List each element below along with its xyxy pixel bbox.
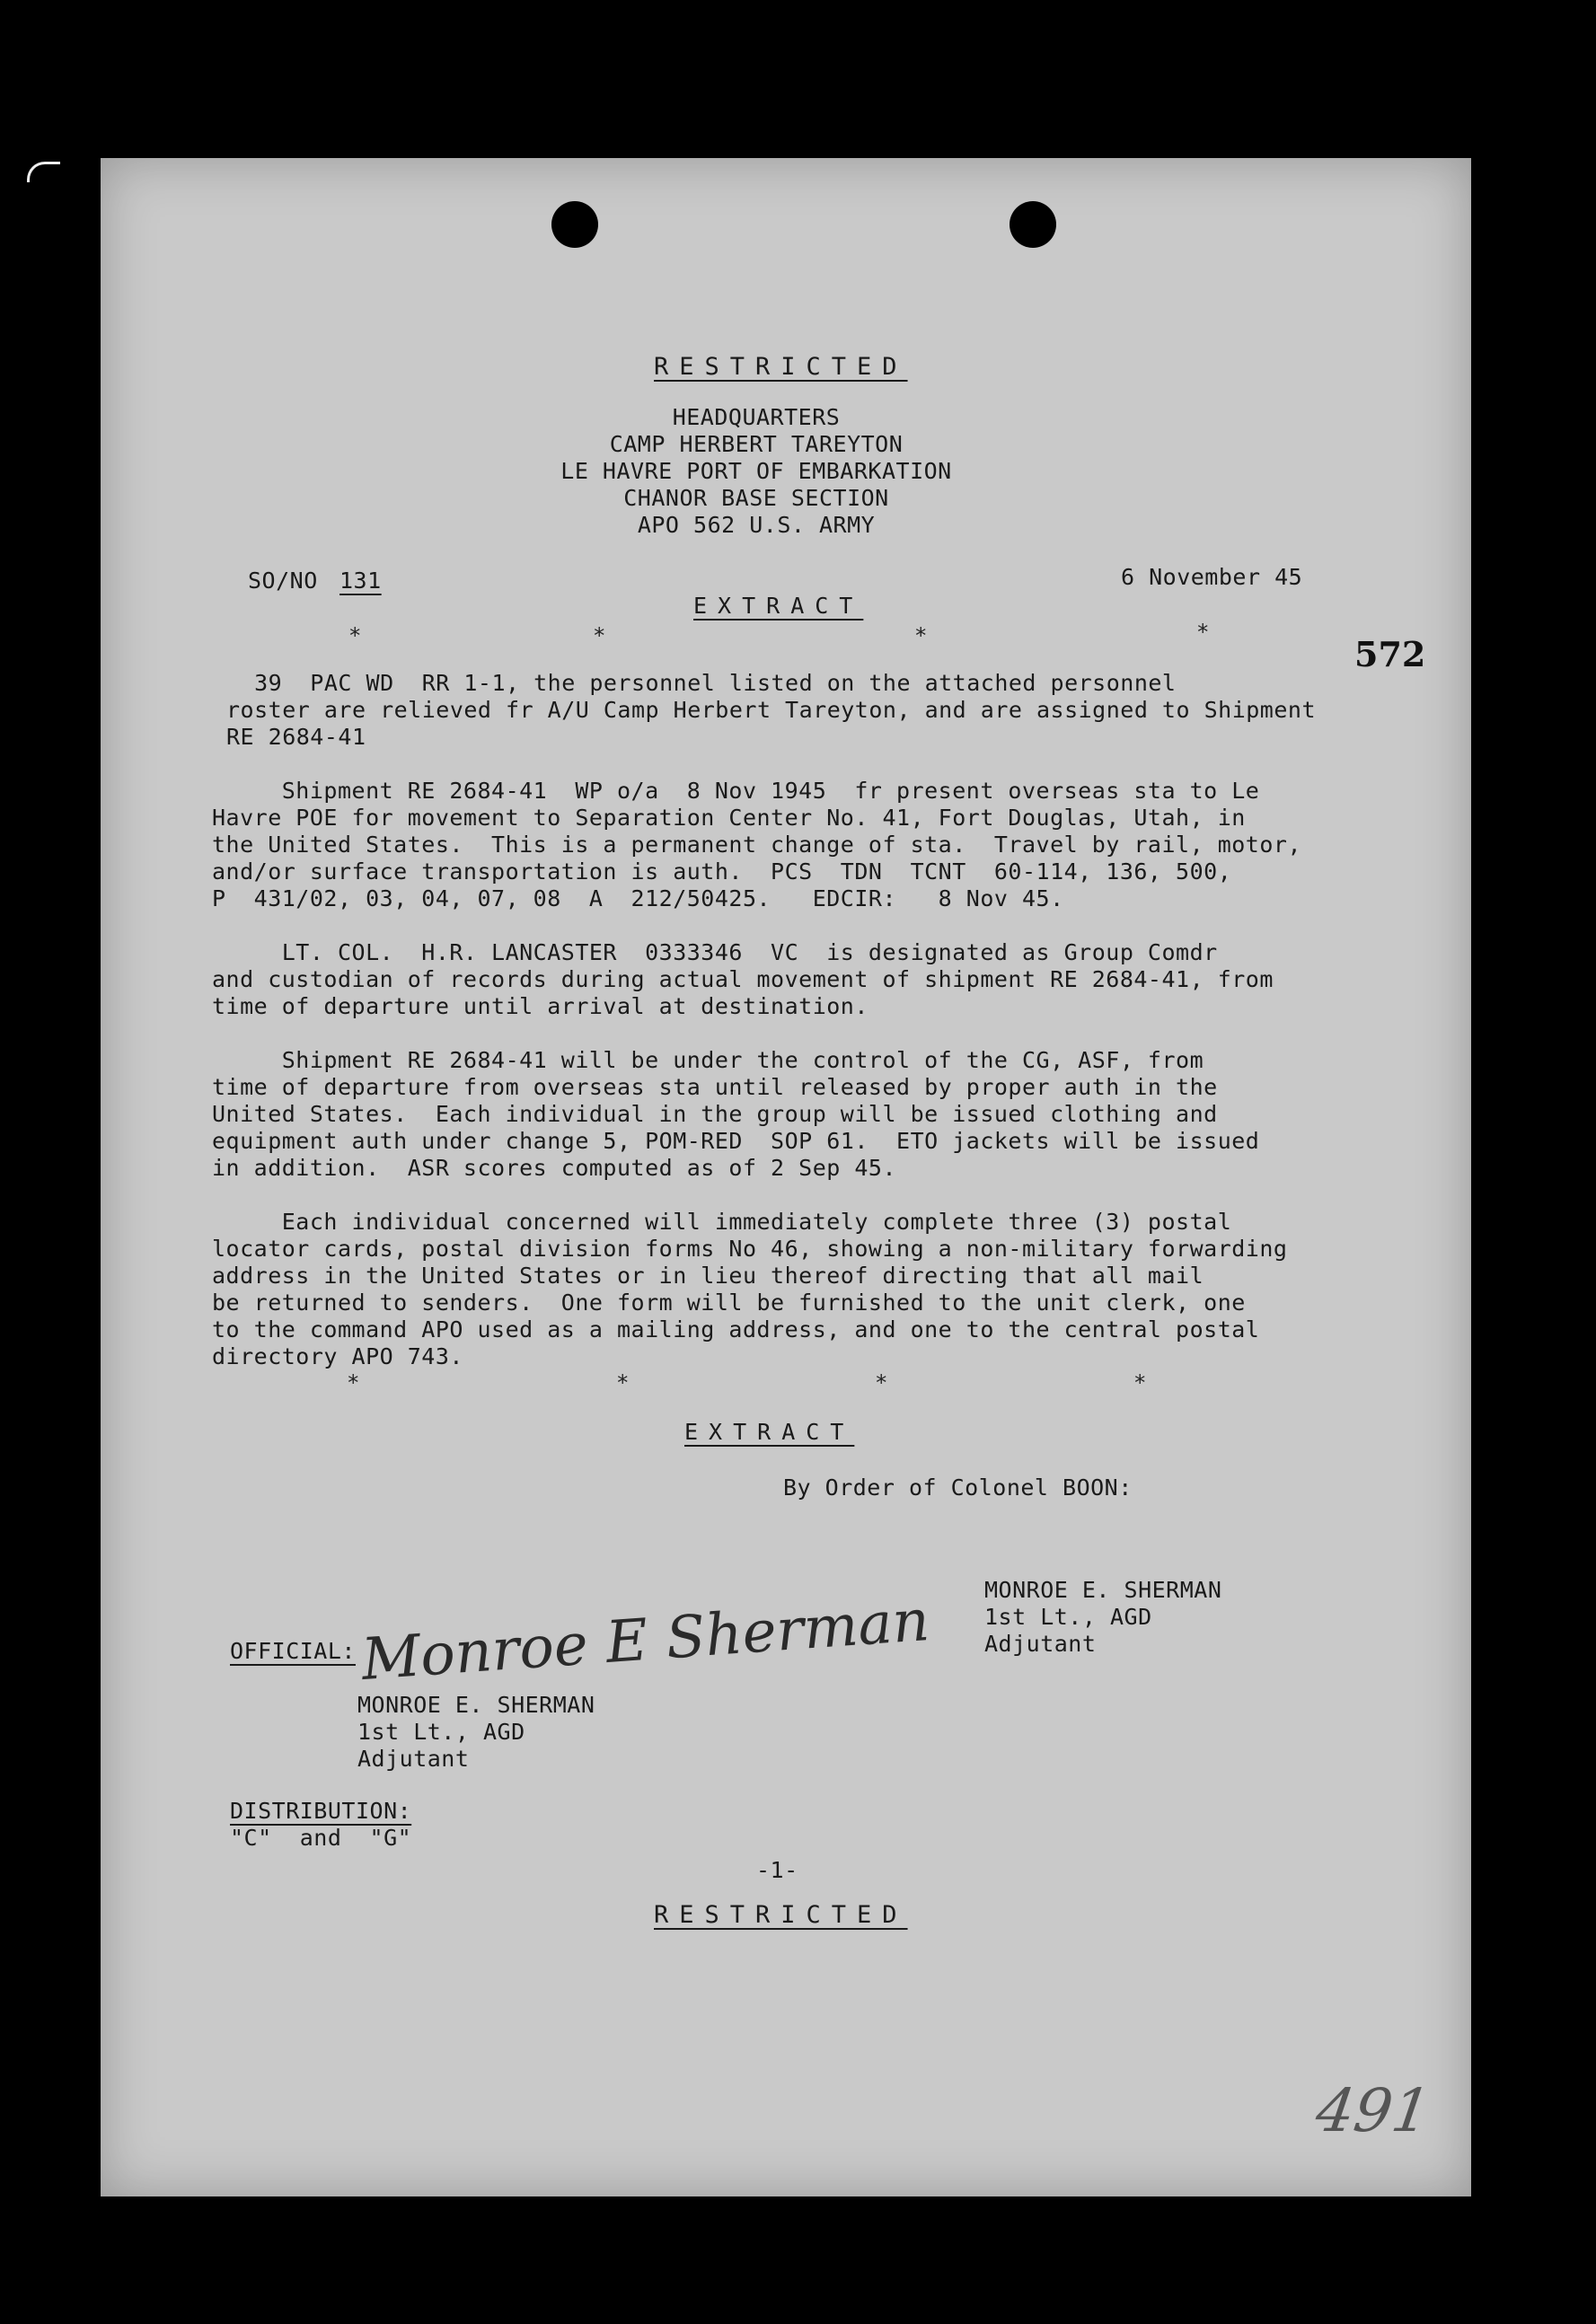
official-rank: 1st Lt., AGD — [357, 1719, 525, 1745]
para1-line1: 39 PAC WD RR 1-1, the personnel listed on the attached personnel — [226, 670, 1177, 696]
para2-line1: Shipment RE 2684-41 WP o/a 8 Nov 1945 fr present overseas sta to Le — [212, 778, 1260, 804]
punch-hole-right — [1010, 201, 1056, 248]
para3-line2: and custodian of records during actual movement of shipment RE 2684-41, from — [212, 966, 1274, 992]
by-order-line: By Order of Colonel BOON: — [783, 1475, 1133, 1501]
page-stamp-number: 572 — [1354, 634, 1426, 674]
handwritten-archive-number: 491 — [1311, 2076, 1435, 2145]
para2-line2: Havre POE for movement to Separation Center No. 41, Fort Douglas, Utah, in — [212, 805, 1246, 831]
so-label: SO/NO — [248, 568, 318, 594]
official-label: OFFICIAL: — [230, 1638, 356, 1664]
asterisk: * — [875, 1370, 888, 1395]
asterisk: * — [593, 623, 606, 648]
signer-rank: 1st Lt., AGD — [984, 1604, 1152, 1630]
para3-line3: time of departure until arrival at destination. — [212, 993, 869, 1019]
para2-line4: and/or surface transportation is auth. PCS TDN TCNT 60-114, 136, 500, — [212, 858, 1232, 885]
order-date: 6 November 45 — [1121, 564, 1303, 590]
para5-line5: to the command APO used as a mailing address, and one to the central postal — [212, 1316, 1260, 1342]
asterisk: * — [347, 1370, 360, 1395]
org-line-1: HEADQUARTERS — [672, 404, 841, 430]
para5-line1: Each individual concerned will immediately complete three (3) postal — [212, 1209, 1232, 1235]
asterisk: * — [348, 623, 362, 648]
para1-line2: roster are relieved fr A/U Camp Herbert Tareyton, and are assigned to Shipment — [226, 697, 1316, 723]
para2-line3: the United States. This is a permanent change of sta. Travel by rail, motor, — [212, 832, 1301, 858]
para5-line2: locator cards, postal division forms No 46, showing a non-military forwarding — [212, 1236, 1288, 1262]
para5-line3: address in the United States or in lieu thereof directing that all mail — [212, 1263, 1204, 1289]
para4-line4: equipment auth under change 5, POM-RED SOP 61. ETO jackets will be issued — [212, 1128, 1260, 1154]
corner-mark — [27, 162, 60, 182]
asterisk: * — [914, 623, 928, 648]
page-number: -1- — [756, 1857, 798, 1883]
org-line-3: LE HAVRE PORT OF EMBARKATION — [560, 458, 952, 484]
org-line-2: CAMP HERBERT TAREYTON — [609, 431, 904, 457]
so-number: 131 — [339, 568, 382, 594]
official-name: MONROE E. SHERMAN — [357, 1692, 595, 1718]
org-line-5: APO 562 U.S. ARMY — [637, 512, 876, 538]
para4-line1: Shipment RE 2684-41 will be under the control of the CG, ASF, from — [212, 1047, 1204, 1073]
para5-line6: directory APO 743. — [212, 1343, 463, 1369]
handwritten-signature: Monroe E Sherman — [359, 1588, 932, 1694]
asterisk: * — [1196, 620, 1210, 645]
extract-title-top: EXTRACT — [693, 593, 864, 619]
para4-line3: United States. Each individual in the group will be issued clothing and — [212, 1101, 1218, 1127]
para3-line1: LT. COL. H.R. LANCASTER 0333346 VC is designated as Group Comdr — [212, 939, 1218, 965]
para5-line4: be returned to senders. One form will be furnished to the unit clerk, one — [212, 1290, 1246, 1316]
para4-line2: time of departure from overseas sta until released by proper auth in the — [212, 1074, 1218, 1100]
asterisk: * — [1133, 1370, 1147, 1395]
para2-line5: P 431/02, 03, 04, 07, 08 A 212/50425. EDCIR: 8 Nov 45. — [212, 885, 1064, 911]
distribution-value: "C" and "G" — [230, 1825, 412, 1851]
extract-title-bottom: EXTRACT — [684, 1419, 855, 1445]
para1-line3: RE 2684-41 — [226, 724, 366, 750]
distribution-label: DISTRIBUTION: — [230, 1798, 412, 1824]
signer-name: MONROE E. SHERMAN — [984, 1577, 1222, 1603]
asterisk: * — [616, 1370, 630, 1395]
para4-line5: in addition. ASR scores computed as of 2 Sep 45. — [212, 1155, 897, 1181]
classification-header: RESTRICTED — [654, 353, 908, 381]
org-line-4: CHANOR BASE SECTION — [623, 485, 889, 511]
classification-footer: RESTRICTED — [654, 1901, 908, 1929]
document-page — [101, 158, 1471, 2196]
signer-title: Adjutant — [984, 1631, 1097, 1657]
official-title: Adjutant — [357, 1746, 470, 1772]
punch-hole-left — [551, 201, 598, 248]
